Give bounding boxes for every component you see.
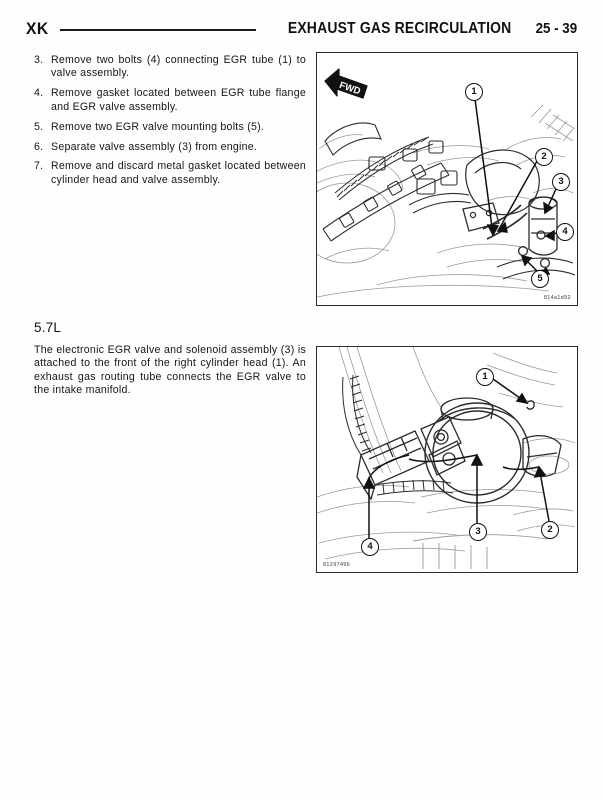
list-item (34, 87, 306, 114)
header-model-label: XK (26, 19, 49, 38)
list-item (34, 160, 306, 187)
page-number: 25 - 39 (535, 21, 577, 37)
engine-line-art-lower (317, 347, 577, 572)
list-item (34, 121, 306, 134)
header-rule (60, 29, 257, 31)
callout-bubble: 2 (535, 148, 553, 166)
step-text: Remove two EGR valve mounting bolts (5). (51, 120, 265, 133)
figure-reference-code: 814a1d92 (543, 295, 571, 301)
step-text: Remove gasket located between EGR tube flange and EGR valve assembly. (51, 87, 306, 113)
page-header (26, 17, 577, 41)
step-number: 5. (34, 120, 44, 133)
step-number: 3. (34, 54, 44, 66)
figure-egr-valve-5-7l (316, 346, 578, 573)
step-text: Separate valve assembly (3) from engine. (51, 140, 258, 153)
step-number: 6. (34, 140, 44, 153)
step-number: 7. (34, 160, 44, 173)
callout-bubble: 4 (361, 538, 379, 556)
fwd-direction-arrow-icon (323, 67, 371, 101)
figure-reference-code: 81297496 (323, 562, 351, 568)
svg-text:FWD: FWD (337, 79, 362, 98)
section-body-text: The electronic EGR valve and solenoid assembly (3) is attached to the front of the right cylinder head (1). An exhaust gas routing tube connects the EGR valve to the intake manifold. (34, 344, 306, 397)
callout-bubble: 1 (465, 83, 483, 101)
callout-bubble: 4 (556, 223, 574, 241)
callout-bubble: 5 (531, 270, 549, 288)
callout-bubble: 2 (541, 521, 559, 539)
list-item (34, 141, 306, 154)
procedure-step-list (34, 54, 306, 194)
figure-egr-valve-removal (316, 52, 578, 306)
page-title: EXHAUST GAS RECIRCULATION (288, 20, 512, 37)
callout-bubble: 1 (476, 368, 494, 386)
callout-bubble: 3 (469, 523, 487, 541)
list-item (34, 54, 306, 81)
step-text: Remove and discard metal gasket located between cylinder head and valve assembly. (51, 160, 306, 186)
step-text: Remove two bolts (4) connecting EGR tube (1) to valve assembly. (51, 54, 306, 80)
section-heading: 5.7L (34, 320, 62, 335)
callout-bubble: 3 (552, 173, 570, 191)
step-number: 4. (34, 87, 44, 100)
